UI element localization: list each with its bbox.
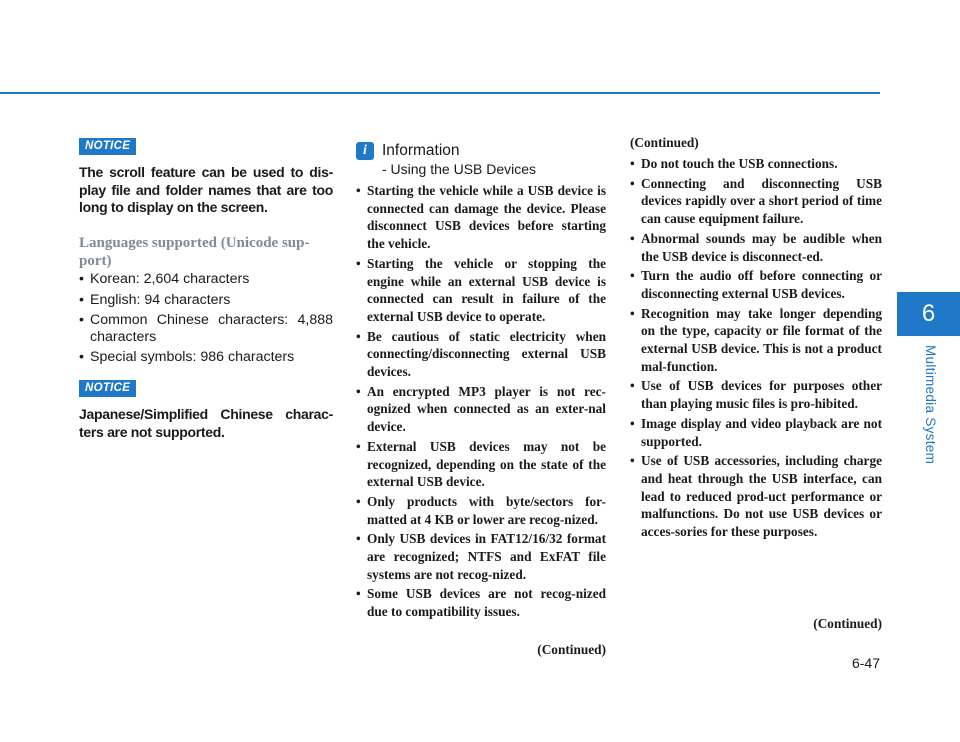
languages-list <box>79 271 333 370</box>
list-item: • Use of USB devices for purposes other than playing music files is pro-hibited. <box>630 377 882 412</box>
list-item: • Special symbols: 986 characters <box>79 349 333 366</box>
list-item: • Recognition may take longer depending on the type, capacity or file format of the external USB device. This is not a product mal-function. <box>630 305 882 376</box>
list-item: • Only USB devices in FAT12/16/32 format are recognized; NTFS and ExFAT file systems are not recog-nized. <box>356 530 606 583</box>
list-item: • Turn the audio off before connecting or disconnecting external USB devices. <box>630 267 882 302</box>
list-item: • Abnormal sounds may be audible when the USB device is disconnect-ed. <box>630 230 882 265</box>
continued-label: (Continued) <box>537 642 606 657</box>
notice-badge: NOTICE <box>79 380 136 397</box>
list-item: • Connecting and disconnecting USB devices rapidly over a short period of time can cause equipment failure. <box>630 175 882 228</box>
chapter-title: Multimedia System <box>923 345 938 465</box>
list-item: • Some USB devices are not recog-nized due to compatibility issues. <box>356 585 606 620</box>
chapter-number: 6 <box>921 300 936 327</box>
list-item: • Starting the vehicle while a USB device is connected can damage the device. Please disconnect USB devices before starting the vehicle. <box>356 182 606 253</box>
list-item: • Do not touch the USB connections. <box>630 155 882 173</box>
continued-label: (Continued) <box>630 135 699 150</box>
list-item: • Common Chinese characters: 4,888 characters <box>79 312 333 345</box>
info-icon: i <box>356 142 374 160</box>
list-item: • Use of USB accessories, including charge and heat through the USB interface, can lead to reduced prod-uct performance or malfunctions. Do not use USB devices or acces-sories for these purposes. <box>630 452 882 541</box>
list-item: • English: 94 characters <box>79 292 333 309</box>
continued-label: (Continued) <box>813 616 882 631</box>
list-item: • Only products with byte/sectors for-matted at 4 KB or lower are recog-nized. <box>356 493 606 528</box>
header-rule <box>0 92 880 94</box>
usb-info-list <box>356 182 606 623</box>
list-item: • An encrypted MP3 player is not rec-ognized when connected as an exter-nal device. <box>356 383 606 436</box>
notice-text-languages: Japanese/Simplified Chinese charac-ters are not supported. <box>79 406 333 440</box>
chapter-tab[interactable] <box>897 292 960 336</box>
page-number: 6-47 <box>851 655 880 671</box>
list-item: • Starting the vehicle or stopping the engine while an external USB device is connected can result in failure of the external USB device to operate. <box>356 255 606 326</box>
list-item: • Be cautious of static electricity when connecting/disconnecting external USB devices. <box>356 328 606 381</box>
info-subtitle: - Using the USB Devices <box>382 161 537 177</box>
languages-heading: Languages supported (Unicode sup-port) <box>79 235 310 269</box>
list-item: • Image display and video playback are not supported. <box>630 415 882 450</box>
notice-text-scroll: The scroll feature can be used to dis-play file and folder names that are too long to display on the screen. <box>79 164 333 215</box>
list-item: • Korean: 2,604 characters <box>79 271 333 288</box>
usb-caution-list <box>630 155 882 543</box>
info-title: Information <box>382 142 460 159</box>
list-item: • External USB devices may not be recognized, depending on the state of the external USB device. <box>356 438 606 491</box>
notice-badge: NOTICE <box>79 138 136 155</box>
